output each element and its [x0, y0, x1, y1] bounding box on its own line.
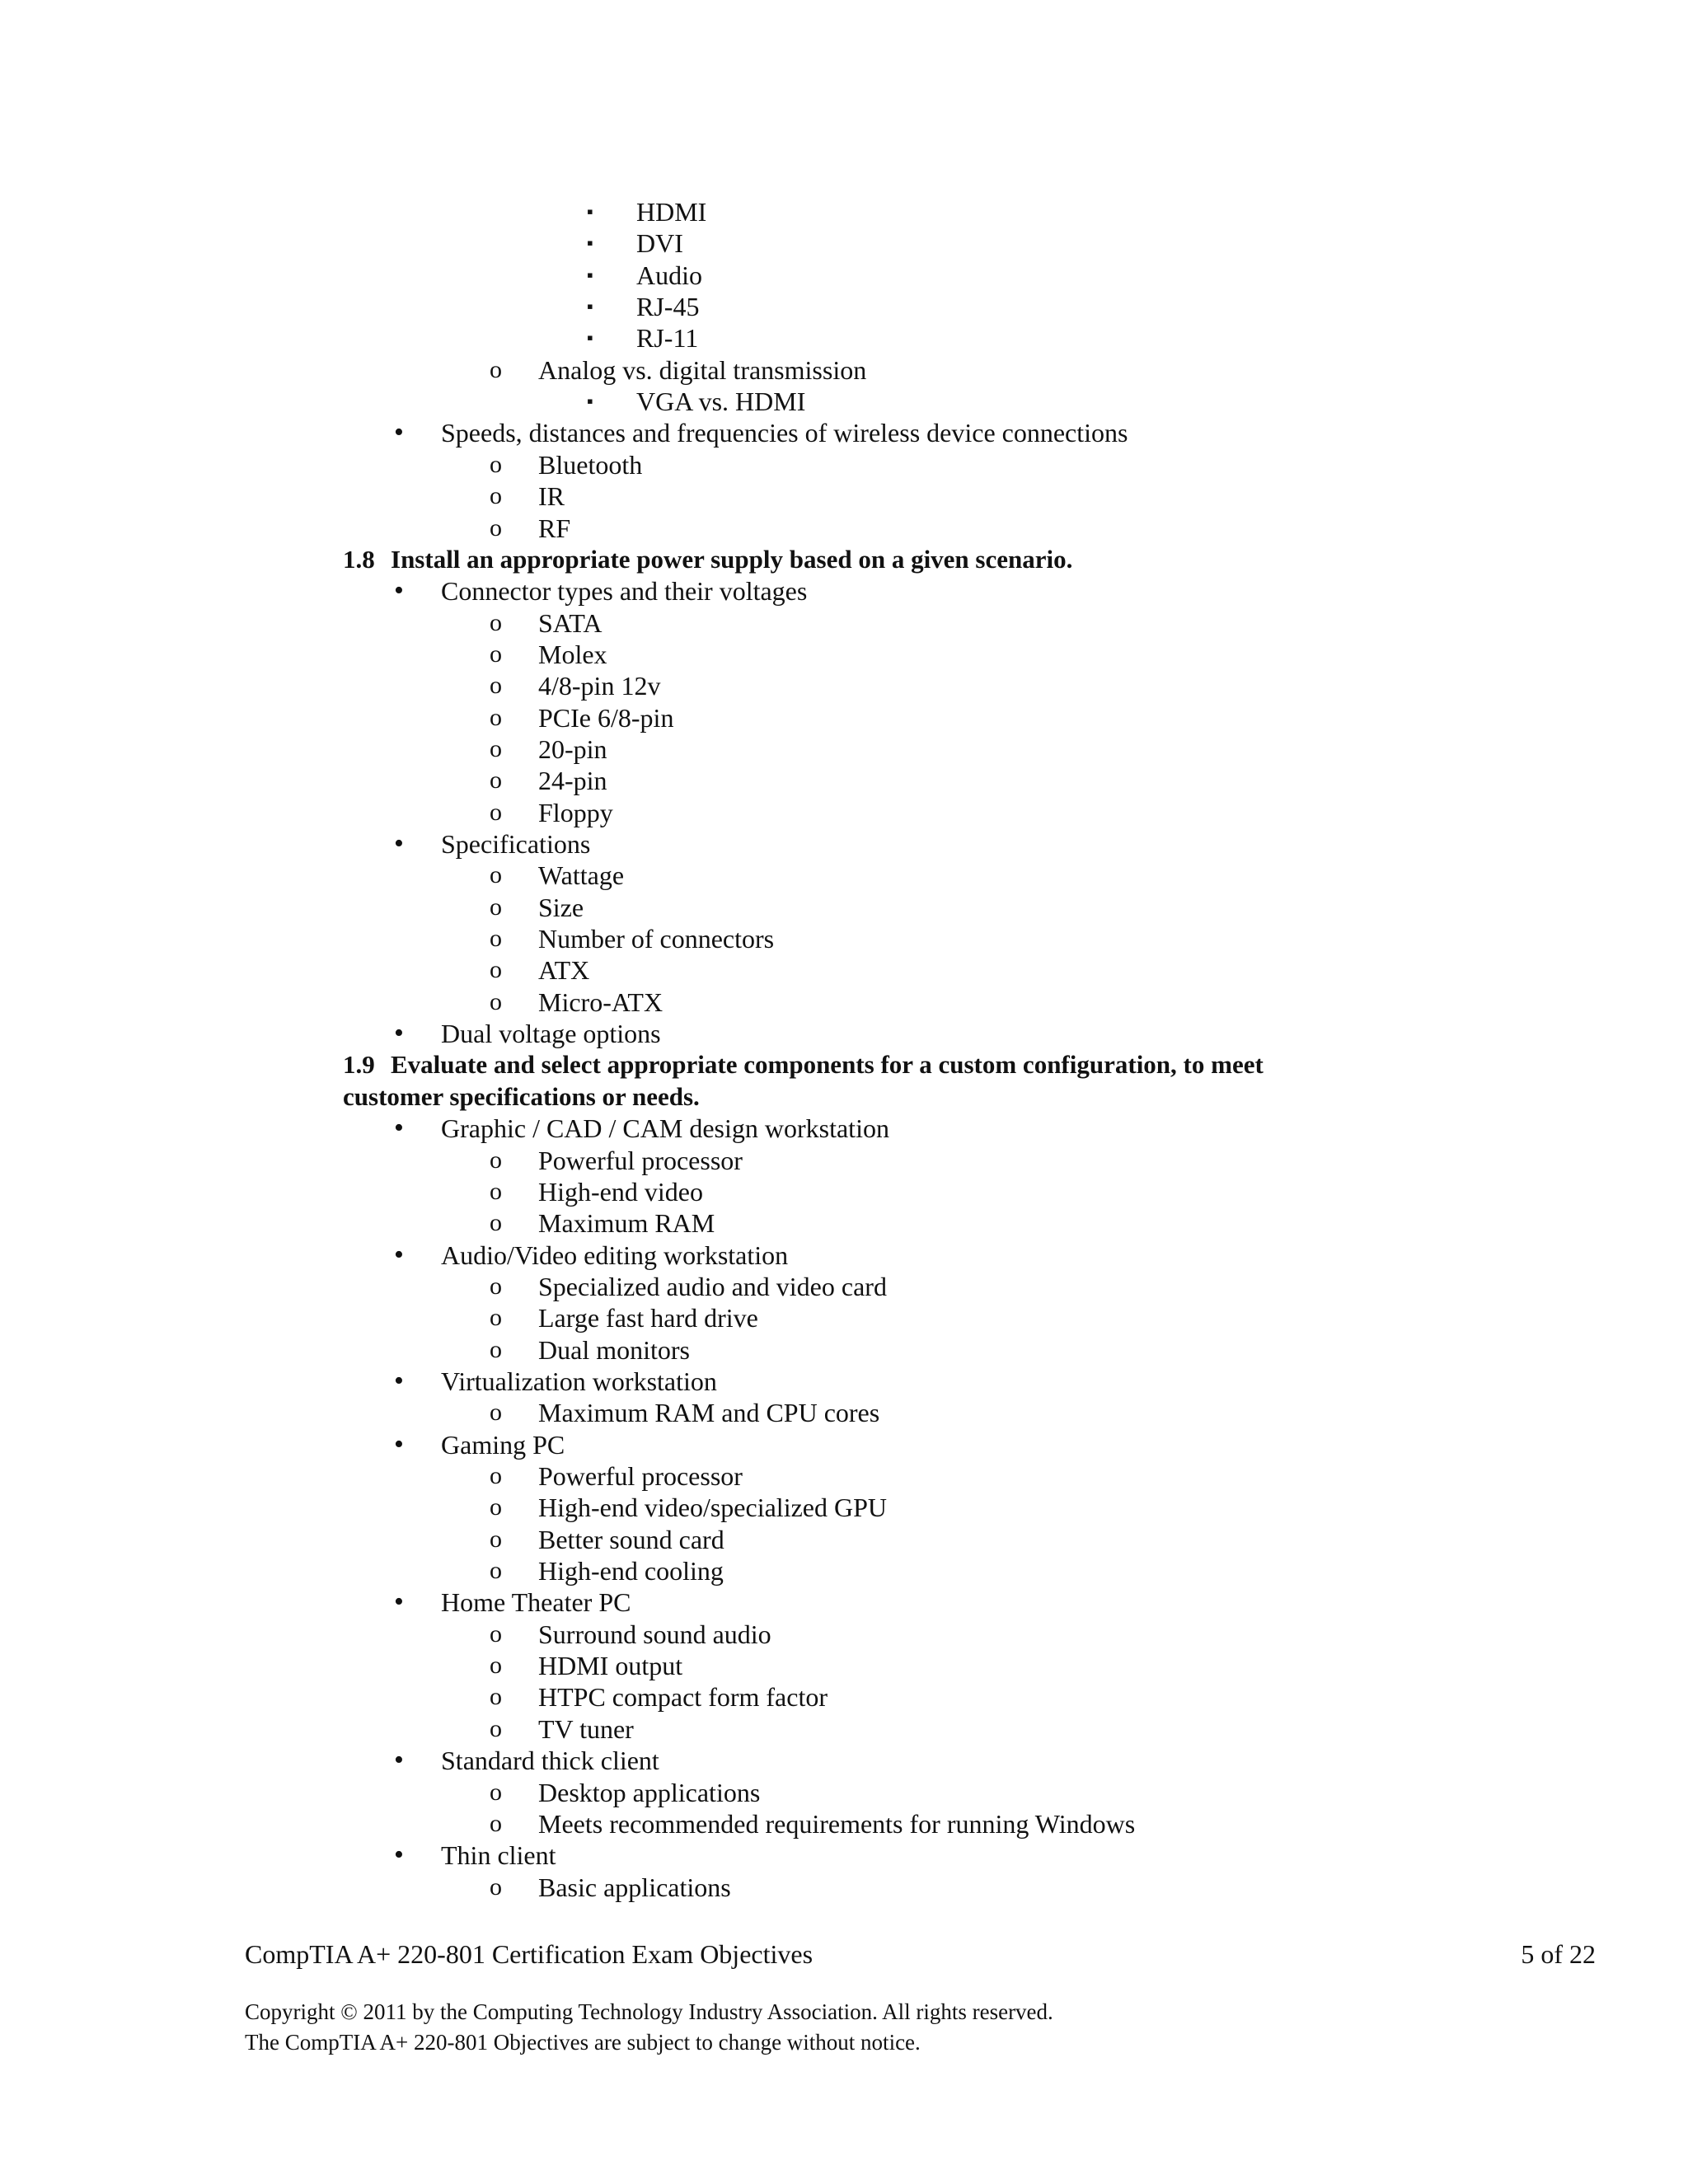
circle-bullet-icon: o [490, 1526, 502, 1553]
list-item-text: Speeds, distances and frequencies of wireless device connections [441, 418, 1128, 448]
list-item-text: Surround sound audio [538, 1619, 771, 1649]
bullet-icon: • [394, 417, 404, 448]
section-number: 1.8 [343, 545, 375, 574]
circle-bullet-icon: o [490, 956, 502, 983]
footer-title: CompTIA A+ 220-801 Certification Exam Objectives [245, 1939, 814, 1969]
section-heading [343, 544, 1072, 575]
bullet-icon: • [394, 1586, 404, 1617]
circle-bullet-icon: o [490, 672, 502, 699]
page-number: 5 of 22 [1521, 1939, 1596, 1969]
list-item-text: Basic applications [538, 1872, 731, 1902]
circle-bullet-icon: o [490, 1873, 502, 1900]
circle-bullet-icon: o [490, 988, 502, 1015]
list-item-text: TV tuner [538, 1714, 634, 1744]
list-item-text: RJ-45 [636, 292, 700, 321]
list-item-text: Meets recommended requirements for running Windows [538, 1809, 1136, 1839]
list-item-text: Micro-ATX [538, 987, 663, 1017]
list-item-text: RF [538, 513, 571, 543]
square-bullet-icon: ▪ [587, 296, 593, 316]
change-notice: The CompTIA A+ 220-801 Objectives are subject to change without notice. [245, 2030, 921, 2055]
list-item-text: DVI [636, 228, 683, 258]
bullet-icon: • [394, 1840, 404, 1870]
list-item-text: High-end video [538, 1177, 703, 1207]
list-item-text: Powerful processor [538, 1461, 743, 1491]
bullet-icon: • [394, 1018, 404, 1048]
circle-bullet-icon: o [490, 482, 502, 509]
circle-bullet-icon: o [490, 640, 502, 668]
section-title: Install an appropriate power supply based on a given scenario. [391, 545, 1073, 574]
bullet-icon: • [394, 1745, 404, 1775]
list-item-text: IR [538, 481, 565, 511]
list-item-text: Wattage [538, 860, 625, 890]
list-item-text: Thin client [441, 1840, 556, 1870]
circle-bullet-icon: o [490, 735, 502, 762]
square-bullet-icon: ▪ [587, 201, 593, 222]
list-item-text: Gaming PC [441, 1430, 565, 1460]
circle-bullet-icon: o [490, 451, 502, 478]
list-item-text: Desktop applications [538, 1778, 761, 1807]
list-item-text: Analog vs. digital transmission [538, 355, 867, 385]
list-item-text: PCIe 6/8-pin [538, 703, 674, 733]
bullet-icon: • [394, 1429, 404, 1460]
square-bullet-icon: ▪ [587, 265, 593, 285]
circle-bullet-icon: o [490, 1810, 502, 1837]
circle-bullet-icon: o [490, 1652, 502, 1679]
circle-bullet-icon: o [490, 609, 502, 636]
circle-bullet-icon: o [490, 1399, 502, 1426]
list-item-text: Connector types and their voltages [441, 576, 808, 606]
list-item-text: VGA vs. HDMI [636, 387, 806, 416]
list-item-text: Maximum RAM [538, 1208, 715, 1238]
section-number: 1.9 [343, 1050, 375, 1079]
circle-bullet-icon: o [490, 1336, 502, 1363]
circle-bullet-icon: o [490, 893, 502, 921]
circle-bullet-icon: o [490, 1462, 502, 1489]
list-item-text: HTPC compact form factor [538, 1682, 828, 1712]
list-item-text: Powerful processor [538, 1146, 743, 1175]
list-item-text: Specialized audio and video card [538, 1272, 887, 1301]
list-item-text: Maximum RAM and CPU cores [538, 1398, 880, 1427]
list-item-text: Standard thick client [441, 1746, 659, 1775]
list-item-text: RJ-11 [636, 323, 699, 353]
list-item-text: Audio/Video editing workstation [441, 1240, 789, 1270]
list-item-text: Better sound card [538, 1525, 724, 1554]
circle-bullet-icon: o [490, 799, 502, 826]
circle-bullet-icon: o [490, 925, 502, 952]
list-item-text: 20-pin [538, 734, 607, 764]
list-item-text: Dual monitors [538, 1335, 690, 1365]
square-bullet-icon: ▪ [587, 232, 593, 253]
list-item-text: Number of connectors [538, 924, 775, 954]
circle-bullet-icon: o [490, 1178, 502, 1205]
list-item-text: Audio [636, 260, 702, 290]
bullet-icon: • [394, 1366, 404, 1396]
square-bullet-icon: ▪ [587, 327, 593, 348]
list-item-text: Floppy [538, 798, 613, 827]
square-bullet-icon: ▪ [587, 391, 593, 411]
circle-bullet-icon: o [490, 1557, 502, 1584]
list-item-text: Molex [538, 640, 607, 669]
list-item-text: Large fast hard drive [538, 1303, 758, 1333]
section-title: Evaluate and select appropriate components for a custom configuration, to meet [391, 1050, 1264, 1079]
circle-bullet-icon: o [490, 514, 502, 541]
circle-bullet-icon: o [490, 1272, 502, 1300]
circle-bullet-icon: o [490, 861, 502, 888]
list-item-text: HDMI [636, 197, 707, 227]
list-item-text: High-end cooling [538, 1556, 724, 1586]
list-item-text: Size [538, 893, 584, 922]
circle-bullet-icon: o [490, 1209, 502, 1236]
list-item-text: High-end video/specialized GPU [538, 1493, 887, 1522]
circle-bullet-icon: o [490, 1620, 502, 1647]
bullet-icon: • [394, 1113, 404, 1143]
copyright-notice: Copyright © 2011 by the Computing Technology Industry Association. All rights reserved. [245, 1999, 1053, 2024]
circle-bullet-icon: o [490, 1304, 502, 1331]
list-item-text: 4/8-pin 12v [538, 671, 661, 701]
bullet-icon: • [394, 828, 404, 859]
list-item-text: ATX [538, 955, 590, 985]
bullet-icon: • [394, 1240, 404, 1270]
bullet-icon: • [394, 575, 404, 606]
circle-bullet-icon: o [490, 1715, 502, 1742]
list-item-text: SATA [538, 608, 603, 638]
circle-bullet-icon: o [490, 1779, 502, 1806]
list-item-text: Dual voltage options [441, 1019, 661, 1048]
list-item-text: Specifications [441, 829, 591, 859]
list-item-text: Home Theater PC [441, 1587, 631, 1617]
circle-bullet-icon: o [490, 356, 502, 383]
circle-bullet-icon: o [490, 1493, 502, 1521]
list-item-text: Virtualization workstation [441, 1366, 717, 1396]
circle-bullet-icon: o [490, 766, 502, 794]
circle-bullet-icon: o [490, 1683, 502, 1710]
circle-bullet-icon: o [490, 704, 502, 731]
list-item-text: Bluetooth [538, 450, 643, 480]
list-item-text: HDMI output [538, 1651, 683, 1680]
list-item-text: Graphic / CAD / CAM design workstation [441, 1113, 889, 1143]
section-title-continuation: customer specifications or needs. [343, 1082, 700, 1111]
list-item-text: 24-pin [538, 766, 607, 795]
circle-bullet-icon: o [490, 1146, 502, 1174]
section-heading [343, 1049, 1264, 1080]
